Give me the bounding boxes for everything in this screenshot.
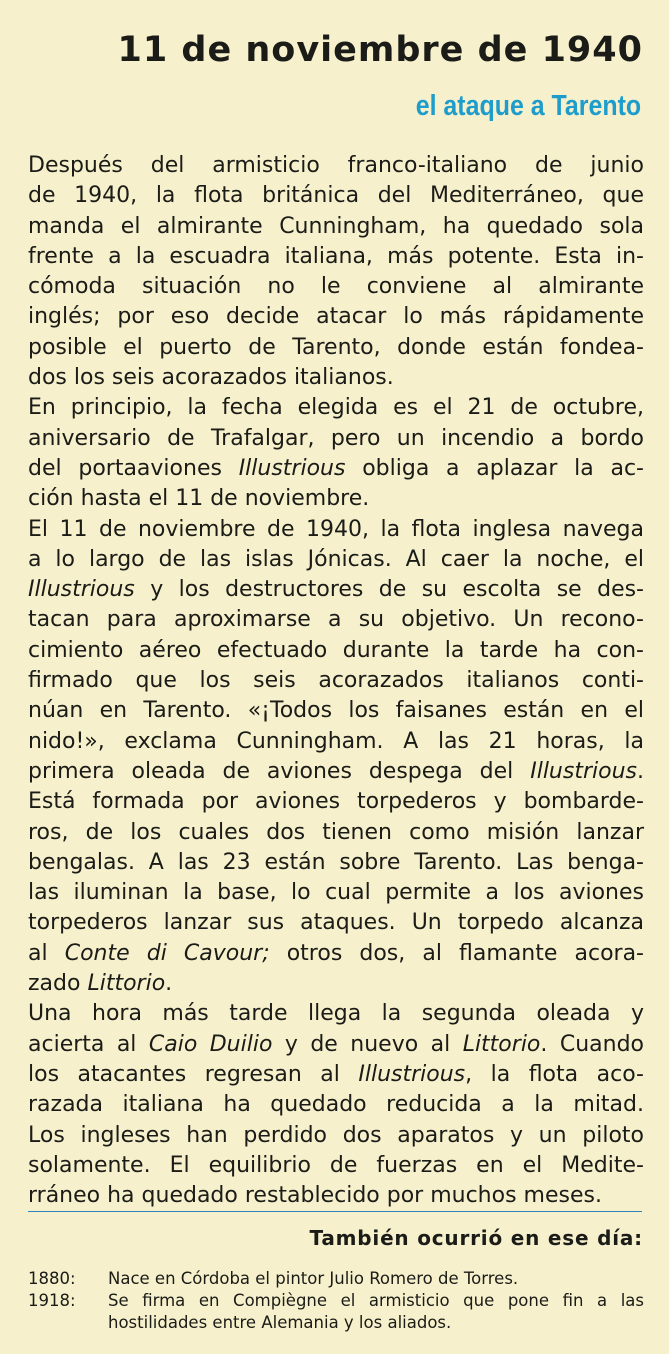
paragraph-line: frente a la escuadra italiana, más potente. Esta in- [28, 243, 644, 269]
paragraph-line: Está formada por aviones torpederos y bombarde- [28, 789, 644, 815]
paragraph-line: razada italiana ha quedado reducida a la mitad. [28, 1092, 644, 1118]
event-year: 1918: [28, 1291, 76, 1310]
event-description [108, 1268, 644, 1290]
ship-name: Illustrious [238, 455, 346, 481]
paragraph-line: cómoda situación no le conviene al almirante [28, 274, 644, 300]
article-paragraph [28, 515, 644, 1000]
event-line: Nace en Córdoba el pintor Julio Romero de Torres. [108, 1269, 519, 1288]
paragraph-line: zado Littorio. [28, 971, 173, 997]
paragraph-line: tacan para aproximarse a su objetivo. Un recono- [28, 607, 644, 633]
ship-name: Illustrious [28, 577, 135, 603]
event-description [108, 1290, 644, 1334]
paragraph-line: posible el puerto de Tarento, donde están fondea- [28, 334, 644, 360]
paragraph-line: inglés; por eso decide atacar lo más rápidamente [28, 304, 644, 330]
paragraph-line: bengalas. A las 23 están sobre Tarento. Las benga- [28, 849, 644, 875]
article-paragraph [28, 151, 644, 393]
event-item [28, 1290, 644, 1334]
page-title: 11 de noviembre de 1940 [117, 30, 643, 70]
article-paragraph [28, 393, 644, 514]
article-body [28, 151, 644, 1211]
ship-name: Illustrious [358, 1061, 466, 1087]
paragraph-line: El 11 de noviembre de 1940, la flota inglesa navega [28, 516, 644, 542]
paragraph-line: solamente. El equilibrio de fuerzas en el Medite- [28, 1152, 644, 1178]
paragraph-line: dos los seis acorazados italianos. [28, 365, 394, 391]
paragraph-line: En principio, la fecha elegida es el 21 de octubre, [28, 395, 644, 421]
paragraph-line: Una hora más tarde llega la segunda oleada y [28, 1001, 644, 1027]
paragraph-line: firmado que los seis acorazados italianos conti- [28, 668, 644, 694]
event-year: 1880: [28, 1269, 76, 1288]
events-list [28, 1268, 644, 1334]
section-divider [28, 1211, 642, 1212]
also-on-this-day-heading: También ocurrió en ese día: [309, 1226, 643, 1250]
paragraph-line: primera oleada de aviones despega del Illustrious. [28, 758, 644, 784]
paragraph-line: rráneo ha quedado restablecido por muchos meses. [28, 1183, 602, 1209]
ship-name: Littorio [462, 1031, 541, 1057]
ship-name: Conte di Cavour; [64, 940, 270, 966]
paragraph-line: aniversario de Trafalgar, pero un incendio a bordo [28, 425, 644, 451]
paragraph-line: de 1940, la flota británica del Mediterráneo, que [28, 183, 644, 209]
ship-name: Caio Duilio [148, 1031, 273, 1057]
paragraph-line: nido!», exclama Cunningham. A las 21 horas, la [28, 728, 644, 754]
paragraph-line: las iluminan la base, lo cual permite a los aviones [28, 880, 644, 906]
paragraph-line: Los ingleses han perdido dos aparatos y un piloto [28, 1122, 644, 1148]
paragraph-line: cimiento aéreo efectuado durante la tarde ha con- [28, 637, 644, 663]
event-line: Se firma en Compiègne el armisticio que pone fin a las [108, 1291, 644, 1310]
paragraph-line: los atacantes regresan al Illustrious, la flota aco- [28, 1061, 644, 1087]
ship-name: Littorio [87, 971, 166, 997]
page-subtitle: el ataque a Tarento [415, 90, 641, 122]
paragraph-line: al Conte di Cavour; otros dos, al flamante acora- [28, 940, 644, 966]
paragraph-line: núan en Tarento. «¡Todos los faisanes están en el [28, 698, 644, 724]
paragraph-line: ros, de los cuales dos tienen como misión lanzar [28, 819, 644, 845]
article-paragraph [28, 999, 644, 1211]
paragraph-line: ción hasta el 11 de noviembre. [28, 486, 370, 512]
paragraph-line: torpederos lanzar sus ataques. Un torpedo alcanza [28, 910, 644, 936]
paragraph-line: a lo largo de las islas Jónicas. Al caer la noche, el [28, 546, 644, 572]
event-item [28, 1268, 644, 1290]
event-line: hostilidades entre Alemania y los aliados. [108, 1313, 452, 1332]
paragraph-line: manda el almirante Cunningham, ha quedado sola [28, 213, 644, 239]
paragraph-line: Después del armisticio franco-italiano de junio [28, 153, 644, 178]
paragraph-line: Illustrious y los destructores de su escolta se des- [28, 577, 644, 603]
ship-name: Illustrious [530, 758, 637, 784]
paragraph-line: acierta al Caio Duilio y de nuevo al Littorio. Cuando [28, 1031, 644, 1057]
paragraph-line: del portaaviones Illustrious obliga a aplazar la ac- [28, 455, 644, 481]
